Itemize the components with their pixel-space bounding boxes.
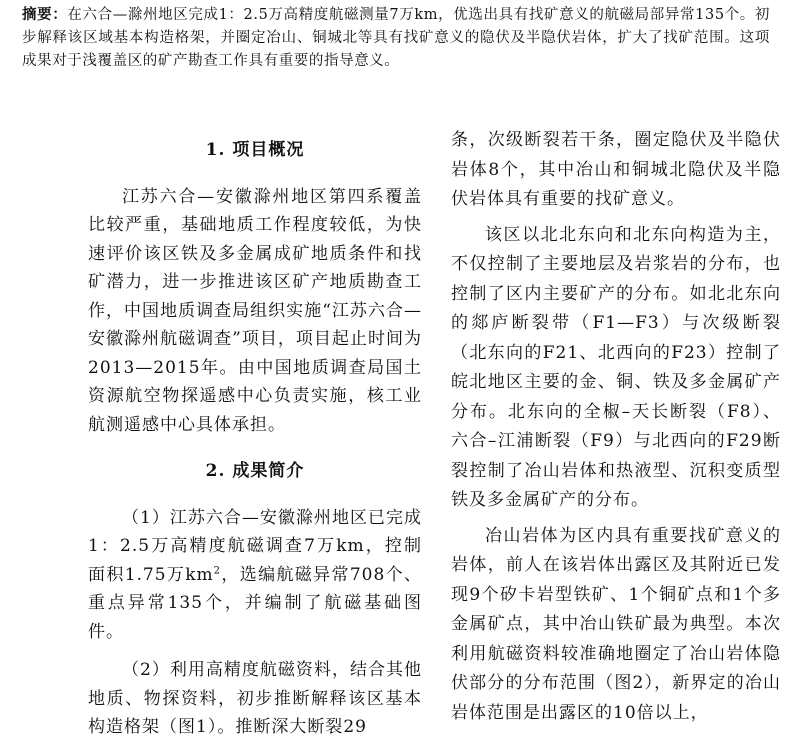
result-item-1: [88, 504, 422, 647]
superscript-2: 2: [213, 564, 222, 576]
abstract: [22, 4, 770, 73]
abstract-label: 摘要：: [22, 7, 68, 23]
right-column: [451, 126, 781, 728]
continued-paragraph: 条，次级断裂若干条，圈定隐伏及半隐伏岩体8个，其中冶山和铜城北隐伏及半隐伏岩体具有重要的找矿意义。: [451, 130, 781, 209]
structure-paragraph: 该区以北北东向和北东向构造为主，不仅控制了主要地层及岩浆岩的分布，也控制了区内主要矿产的分布。如北北东向的郯庐断裂带（F1—F3）与次级断裂（北东向的F21、北西向的F23）控制了皖北地区主要的金、铜、铁及多金属矿产分布。北东向的全椒–天长断裂（F8）、六合–江浦断裂（F9）与北西向的F29断裂控制了冶山岩体和热液型、沉积变质型铁及多金属矿产的分布。: [451, 224, 781, 510]
result-item-2: （2）利用高精度航磁资料，结合其他地质、物探资料，初步推断解释该区基本构造格架（图1）。推断深大断裂29: [88, 660, 422, 737]
yeshan-paragraph: 冶山岩体为区内具有重要找矿意义的岩体，前人在该岩体出露区及其附近已发现9个矽卡岩型铁矿、1个铜矿点和1个多金属矿点，其中冶山铁矿最为典型。本次利用航磁资料较准确地圈定了冶山岩体隐伏部分的分布范围（图2），新界定的冶山岩体范围是出露区的10倍以上，: [451, 525, 781, 723]
section-2-heading: 2. 成果简介: [205, 461, 305, 481]
abstract-text: 在六合—滁州地区完成1：2.5万高精度航磁测量7万km，优选出具有找矿意义的航磁局部异常135个。初步解释该区域基本构造格架，并圈定冶山、铜城北等具有找矿意义的隐伏及半隐伏岩体，扩大了找矿范围。这项成果对于浅覆盖区的矿产勘查工作具有重要的指导意义。: [22, 7, 771, 69]
result-item-1-text-end: ，选编航磁异常708个、重点异常135个，并编制了航磁基础图件。: [88, 564, 422, 642]
section-1-paragraph: 江苏六合—安徽滁州地区第四系覆盖比较严重，基础地质工作程度较低，为快速评价该区铁及多金属成矿地质条件和找矿潜力，进一步推进该区矿产地质勘查工作，中国地质调查局组织实施“江苏六合—安徽滁州航磁调查”项目，项目起止时间为2013—2015年。由中国地质调查局国土资源航空物探遥感中心负责实施，核工业航测遥感中心具体承担。: [88, 186, 422, 435]
result-item-1-text: （1）江苏六合—安徽滁州地区已完成1：2.5万高精度航磁调查7万km，控制面积1.75万km: [88, 507, 422, 585]
left-column: [88, 124, 422, 742]
section-1-heading: 1. 项目概况: [205, 140, 305, 160]
